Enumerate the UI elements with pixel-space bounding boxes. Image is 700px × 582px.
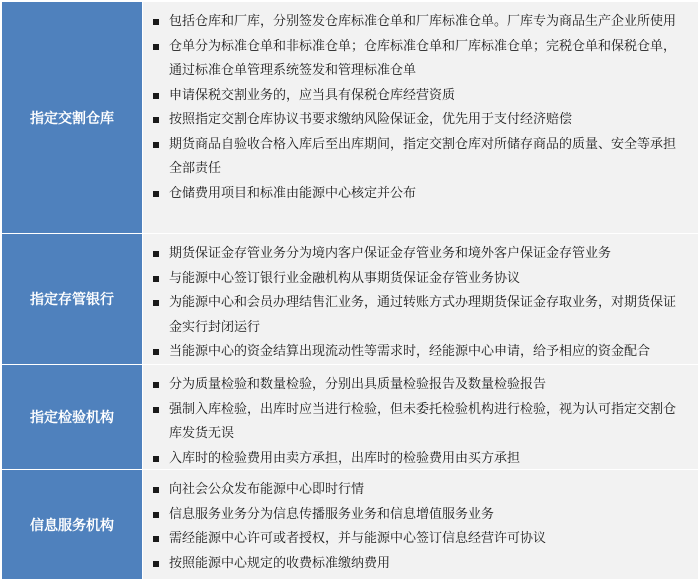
list-item: 申请保税交割业务的，应当具有保税仓库经营资质 [151, 84, 688, 109]
bullet-icon [153, 117, 159, 123]
bullet-icon [153, 93, 159, 99]
bullet-icon [153, 561, 159, 567]
row-content-delivery-warehouse [142, 2, 698, 234]
bullet-list [151, 478, 688, 576]
row-label-inspection-agency: 指定检验机构 [2, 365, 142, 470]
list-item: 与能源中心签订银行业金融机构从事期货保证金存管业务协议 [151, 267, 688, 292]
list-item: 仓单分为标准仓单和非标准仓单；仓库标准仓单和厂库标准仓单；完税仓单和保税仓单，通过标准仓单管理系统签发和管理标准仓单 [151, 35, 688, 84]
bullet-icon [153, 536, 159, 542]
list-item: 期货商品自验收合格入库后至出库期间，指定交割仓库对所储存商品的质量、安全等承担全部责任 [151, 133, 688, 182]
bullet-icon [153, 191, 159, 197]
row-content-inspection-agency [142, 365, 698, 470]
list-item: 按照指定交割仓库协议书要求缴纳风险保证金，优先用于支付经济赔偿 [151, 108, 688, 133]
bullet-icon [153, 300, 159, 306]
list-item: 分为质量检验和数量检验，分别出具质量检验报告及数量检验报告 [151, 373, 688, 398]
bullet-icon [153, 44, 159, 50]
bullet-icon [153, 382, 159, 388]
list-item: 入库时的检验费用由卖方承担，出库时的检验费用由买方承担 [151, 447, 688, 472]
row-label-information-service: 信息服务机构 [2, 470, 142, 580]
bullet-list [151, 373, 688, 471]
row-content-depository-bank [142, 234, 698, 365]
bullet-icon [153, 251, 159, 257]
bullet-icon [153, 19, 159, 25]
list-item: 向社会公众发布能源中心即时行情 [151, 478, 688, 503]
list-item: 信息服务业务分为信息传播服务业务和信息增值服务业务 [151, 503, 688, 528]
list-item: 需经能源中心许可或者授权，并与能源中心签订信息经营许可协议 [151, 527, 688, 552]
list-item: 按照能源中心规定的收费标准缴纳费用 [151, 552, 688, 577]
bullet-list [151, 10, 688, 206]
list-item: 强制入库检验，出库时应当进行检验，但未委托检验机构进行检验，视为认可指定交割仓库发货无误 [151, 398, 688, 447]
row-content-information-service [142, 470, 698, 580]
row-label-depository-bank: 指定存管银行 [2, 234, 142, 365]
bullet-icon [153, 407, 159, 413]
institution-table [2, 2, 698, 580]
bullet-icon [153, 487, 159, 493]
bullet-icon [153, 276, 159, 282]
bullet-icon [153, 142, 159, 148]
list-item: 仓储费用项目和标准由能源中心核定并公布 [151, 182, 688, 207]
bullet-icon [153, 512, 159, 518]
list-item: 为能源中心和会员办理结售汇业务，通过转账方式办理期货保证金存取业务，对期货保证金实行封闭运行 [151, 291, 688, 340]
row-label-delivery-warehouse: 指定交割仓库 [2, 2, 142, 234]
list-item: 包括仓库和厂库，分别签发仓库标准仓单和厂库标准仓单。厂库专为商品生产企业所使用 [151, 10, 688, 35]
list-item: 期货保证金存管业务分为境内客户保证金存管业务和境外客户保证金存管业务 [151, 242, 688, 267]
bullet-list [151, 242, 688, 365]
list-item: 当能源中心的资金结算出现流动性等需求时，经能源中心申请，给予相应的资金配合 [151, 340, 688, 365]
bullet-icon [153, 456, 159, 462]
bullet-icon [153, 349, 159, 355]
